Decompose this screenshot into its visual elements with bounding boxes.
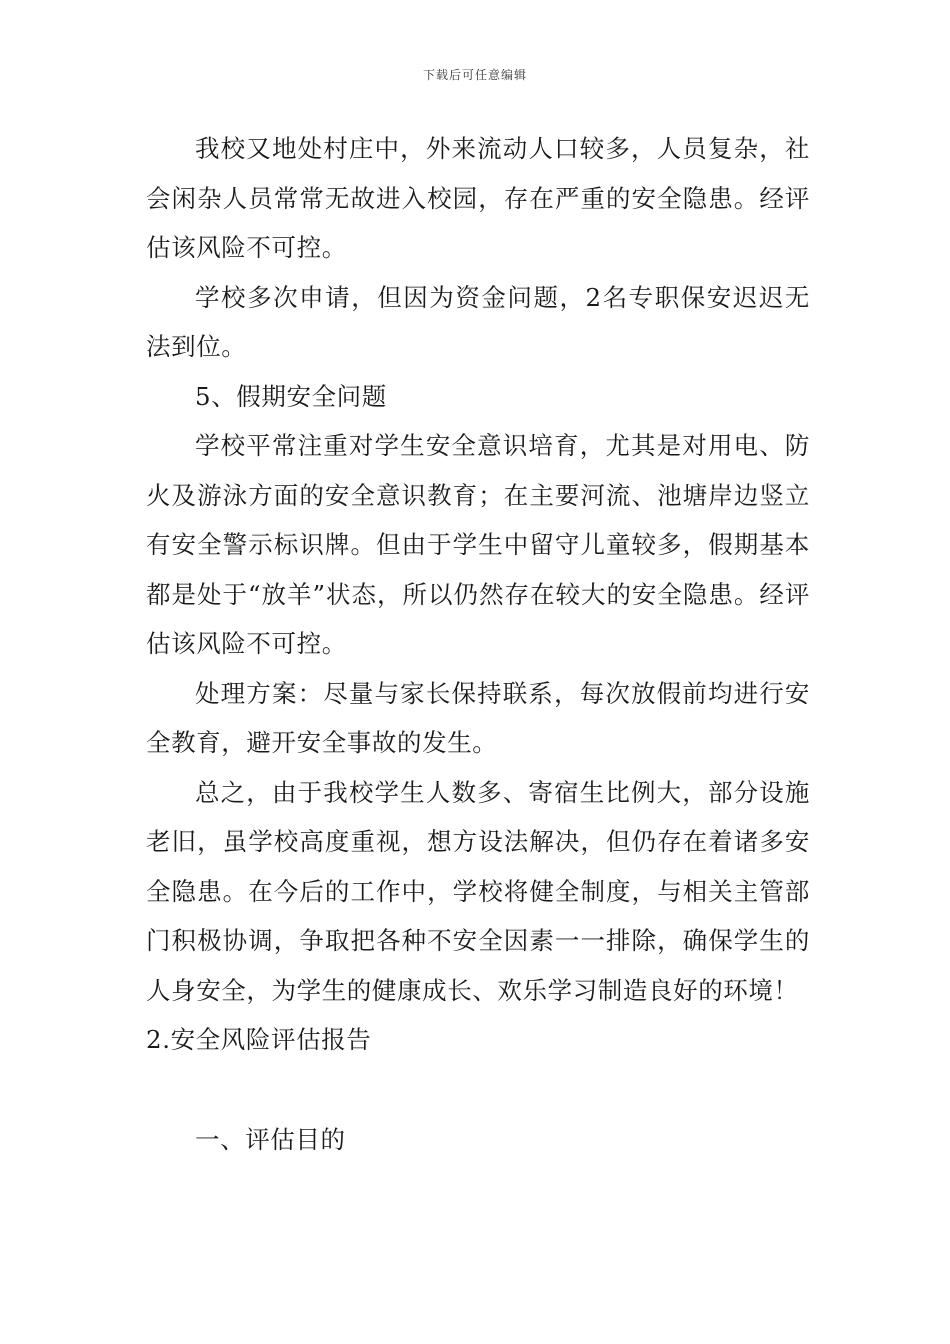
- page-header-note: 下载后可任意编辑: [422, 68, 527, 82]
- subsection-title: 一、评估目的: [195, 1124, 346, 1154]
- heading-holiday-safety: 5、假期安全问题: [195, 381, 387, 411]
- section-title: 2.安全风险评估报告: [146, 1025, 372, 1054]
- paragraph-handling-plan: 处理方案：尽量与家长保持联系，每次放假前均进行安全教育，避开安全事故的发生。: [146, 678, 810, 757]
- document-body: [146, 124, 810, 1164]
- paragraph-security-guards: 学校多次申请，但因为资金问题，2名专职保安迟迟无法到位。: [146, 282, 810, 361]
- paragraph-village-risk: 我校又地处村庄中，外来流动人口较多，人员复杂，社会闲杂人员常常无故进入校园，存在严重的安全隐患。经评估该风险不可控。: [146, 134, 810, 262]
- section-spacer: [146, 1065, 810, 1115]
- paragraph-conclusion: 总之，由于我校学生人数多、寄宿生比例大，部分设施老旧，虽学校高度重视，想方设法解决，但仍存在着诸多安全隐患。在今后的工作中，学校将健全制度，与相关主管部门积极协调，争取把各种不安全因素一一排除，确保学生的人身安全，为学生的健康成长、欢乐学习制造良好的环境！: [146, 777, 810, 1005]
- paragraph-holiday-safety: 学校平常注重对学生安全意识培育，尤其是对用电、防火及游泳方面的安全意识教育；在主要河流、池塘岸边竖立有安全警示标识牌。但由于学生中留守儿童较多，假期基本都是处于“放羊”状态，所以仍然存在较大的安全隐患。经评估该风险不可控。: [146, 431, 810, 658]
